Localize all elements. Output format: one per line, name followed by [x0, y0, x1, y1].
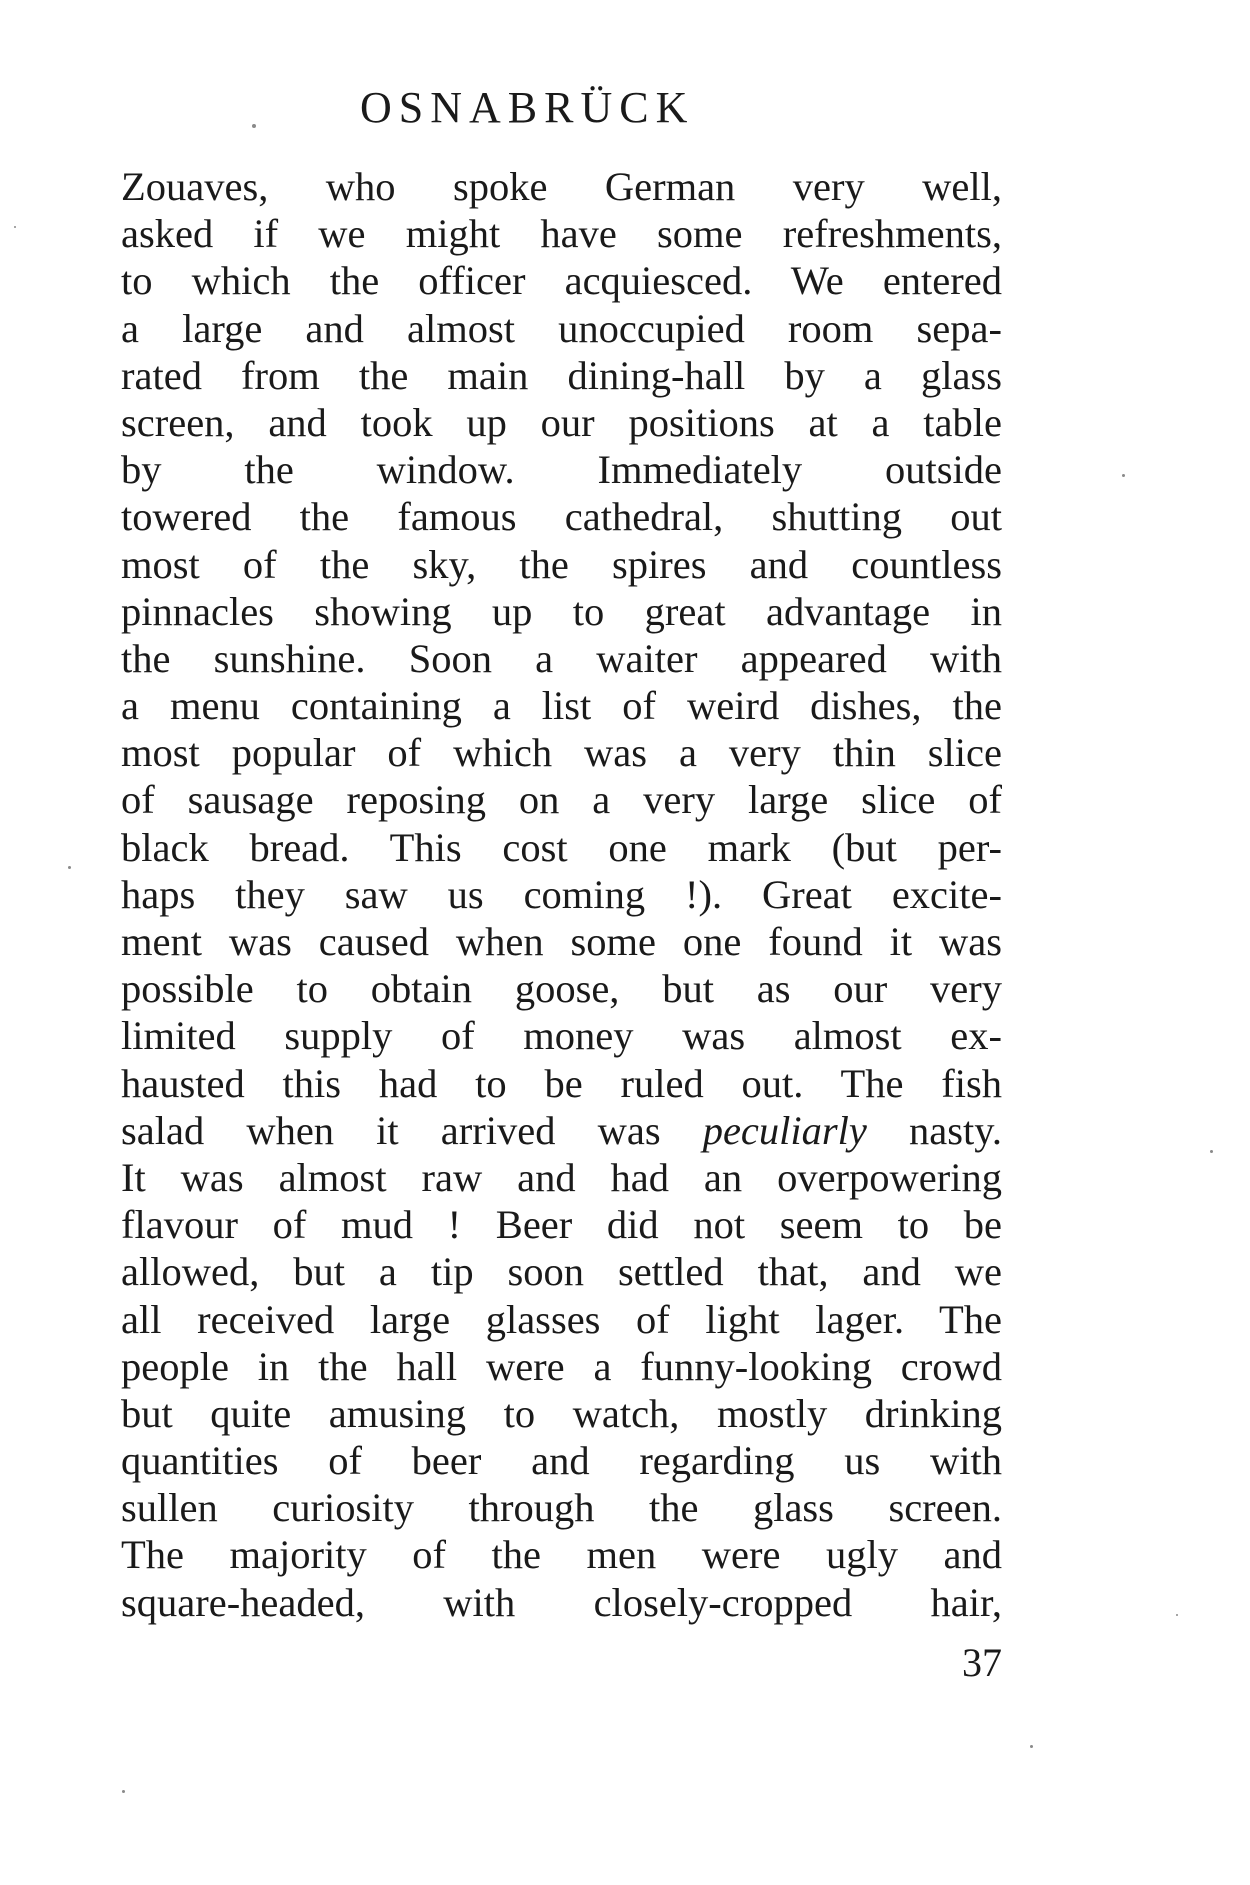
text-line: pinnacles showing up to great advantage in [121, 588, 1002, 634]
line-text-before-italic: salad when it arrived was [121, 1107, 703, 1153]
text-line: sullen curiosity through the glass screen. [121, 1485, 1002, 1531]
text-line: black bread. This cost one mark (but per- [121, 824, 1002, 870]
line-text-after-italic: nasty. [866, 1107, 1003, 1153]
text-line: towered the famous cathedral, shutting out [121, 494, 1002, 540]
paper-speck [68, 866, 71, 869]
paper-speck [14, 226, 16, 228]
text-line: rated from the main dining-hall by a glass [121, 352, 1002, 398]
running-title: OSNABRÜCK [360, 83, 695, 132]
text-line: to which the officer acquiesced. We entered [121, 258, 1002, 304]
text-line: most of the sky, the spires and countless [121, 541, 1002, 587]
text-line: flavour of mud ! Beer did not seem to be [121, 1202, 1002, 1248]
italic-word: peculiarly [702, 1107, 867, 1153]
paper-speck [1176, 1614, 1178, 1616]
text-line: haps they saw us coming !). Great excite- [121, 871, 1002, 917]
paper-speck [1210, 1150, 1213, 1153]
text-line: quantities of beer and regarding us with [121, 1438, 1002, 1484]
text-line: a large and almost unoccupied room sepa- [121, 305, 1002, 351]
text-line: of sausage reposing on a very large slice of [121, 777, 1002, 823]
text-line-with-italic [121, 1107, 1002, 1154]
text-line: Zouaves, who spoke German very well, [121, 164, 1002, 209]
text-line: screen, and took up our positions at a table [121, 399, 1002, 445]
text-line: but quite amusing to watch, mostly drinking [121, 1390, 1002, 1436]
text-line: most popular of which was a very thin slice [121, 730, 1002, 776]
text-line: ment was caused when some one found it was [121, 919, 1002, 964]
paper-speck [252, 124, 256, 128]
text-line: a menu containing a list of weird dishes, the [121, 683, 1002, 729]
page-number: 37 [962, 1640, 1002, 1685]
text-line: It was almost raw and had an overpowering [121, 1154, 1002, 1200]
paper-speck [122, 1790, 125, 1793]
text-line: limited supply of money was almost ex- [121, 1013, 1002, 1059]
text-line: all received large glasses of light lager. The [121, 1296, 1002, 1342]
text-line: by the window. Immediately outside [121, 447, 1002, 493]
paper-speck [1030, 1745, 1033, 1748]
text-line: people in the hall were a funny-looking crowd [121, 1343, 1002, 1389]
paper-speck [1122, 474, 1125, 477]
text-line: the sunshine. Soon a waiter appeared with [121, 635, 1002, 681]
text-line: hausted this had to be ruled out. The fish [121, 1060, 1002, 1106]
text-line: square-headed, with closely-cropped hair, [121, 1579, 1002, 1625]
text-line: The majority of the men were ugly and [121, 1532, 1002, 1578]
body-text [121, 163, 1002, 1626]
text-line: allowed, but a tip soon settled that, and we [121, 1249, 1002, 1295]
text-line: possible to obtain goose, but as our very [121, 966, 1002, 1012]
text-line: asked if we might have some refreshments, [121, 211, 1002, 257]
